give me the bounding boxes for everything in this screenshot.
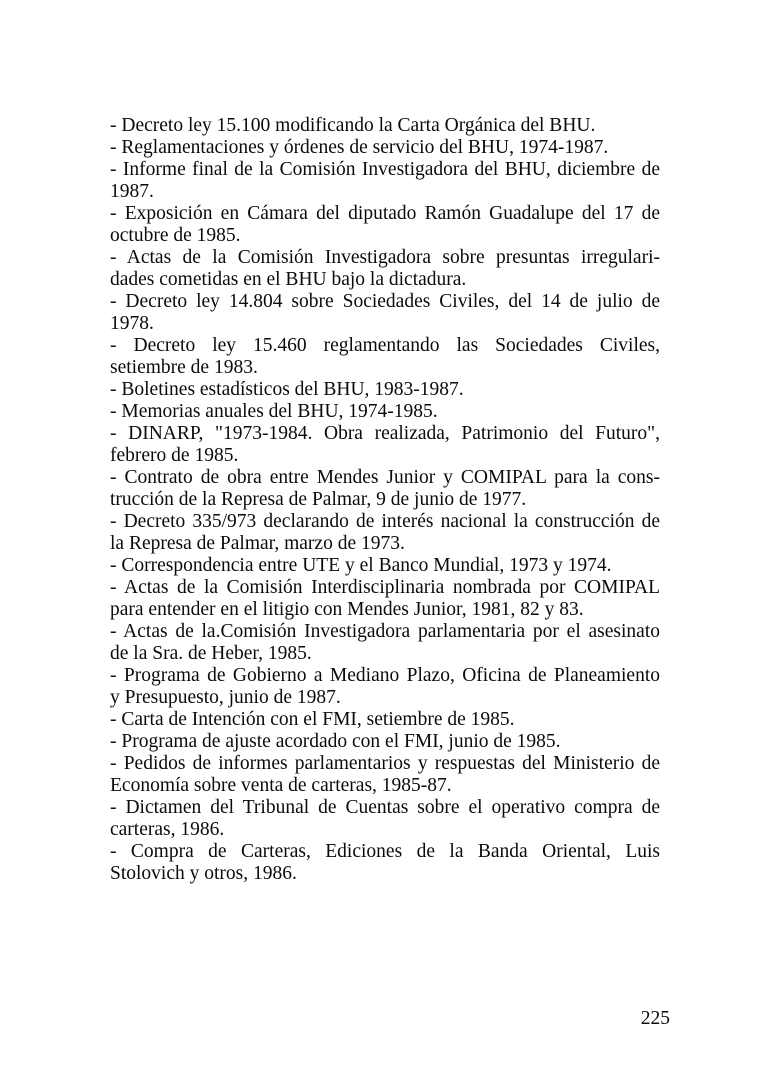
bibliography-entry <box>110 159 660 203</box>
entry-line: - Reglamentaciones y órdenes de servicio del BHU, 1974-1987. <box>110 137 609 158</box>
bibliography-entry <box>110 841 660 885</box>
bibliography-entry <box>110 401 660 423</box>
bibliography-entry <box>110 423 660 467</box>
bibliography-entry <box>110 511 660 555</box>
bibliography-entry <box>110 379 660 401</box>
entry-line: trucción de la Represa de Palmar, 9 de junio de 1977. <box>110 489 527 510</box>
entry-line: - Informe final de la Comisión Investigadora del BHU, diciembre de <box>110 159 660 180</box>
entry-line: - Actas de la Comisión Investigadora sobre presuntas irregulari- <box>110 247 660 268</box>
bibliography-list <box>110 115 660 885</box>
entry-line: - Actas de la.Comisión Investigadora parlamentaria por el asesinato <box>110 621 660 642</box>
entry-line: - Correspondencia entre UTE y el Banco Mundial, 1973 y 1974. <box>110 555 612 576</box>
bibliography-entry <box>110 797 660 841</box>
bibliography-entry <box>110 709 660 731</box>
page-number: 225 <box>640 1008 670 1029</box>
entry-line: - Decreto ley 15.100 modificando la Carta Orgánica del BHU. <box>110 115 596 136</box>
bibliography-entry <box>110 247 660 291</box>
entry-line: - Memorias anuales del BHU, 1974-1985. <box>110 401 438 422</box>
bibliography-entry <box>110 115 660 137</box>
entry-line: de la Sra. de Heber, 1985. <box>110 643 312 664</box>
entry-line: Economía sobre venta de carteras, 1985-87. <box>110 775 452 796</box>
entry-line: - Programa de ajuste acordado con el FMI, junio de 1985. <box>110 731 561 752</box>
bibliography-entry <box>110 665 660 709</box>
bibliography-entry <box>110 137 660 159</box>
entry-line: - DINARP, "1973-1984. Obra realizada, Patrimonio del Futuro", <box>110 423 660 444</box>
entry-line: octubre de 1985. <box>110 225 241 246</box>
entry-line: 1978. <box>110 313 154 334</box>
entry-line: - Exposición en Cámara del diputado Ramón Guadalupe del 17 de <box>110 203 660 224</box>
entry-line: febrero de 1985. <box>110 445 239 466</box>
entry-line: - Boletines estadísticos del BHU, 1983-1987. <box>110 379 464 400</box>
entry-line: carteras, 1986. <box>110 819 225 840</box>
entry-line: la Represa de Palmar, marzo de 1973. <box>110 533 405 554</box>
bibliography-entry <box>110 577 660 621</box>
bibliography-entry <box>110 753 660 797</box>
bibliography-entry <box>110 621 660 665</box>
entry-line: - Decreto ley 14.804 sobre Sociedades Civiles, del 14 de julio de <box>110 291 660 312</box>
entry-line: - Decreto 335/973 declarando de interés nacional la construcción de <box>110 511 660 532</box>
entry-line: - Decreto ley 15.460 reglamentando las Sociedades Civiles, <box>110 335 660 356</box>
bibliography-entry <box>110 203 660 247</box>
entry-line: - Pedidos de informes parlamentarios y respuestas del Ministerio de <box>110 753 660 774</box>
entry-line: - Compra de Carteras, Ediciones de la Banda Oriental, Luis <box>110 841 660 862</box>
entry-line: - Actas de la Comisión Interdisciplinaria nombrada por COMIPAL <box>110 577 660 598</box>
bibliography-entry <box>110 731 660 753</box>
entry-line: - Contrato de obra entre Mendes Junior y COMIPAL para la cons- <box>110 467 660 488</box>
entry-line: - Carta de Intención con el FMI, setiembre de 1985. <box>110 709 515 730</box>
entry-line: dades cometidas en el BHU bajo la dictadura. <box>110 269 467 290</box>
bibliography-entry <box>110 335 660 379</box>
bibliography-entry <box>110 555 660 577</box>
entry-line: - Programa de Gobierno a Mediano Plazo, Oficina de Planeamiento <box>110 665 660 686</box>
entry-line: 1987. <box>110 181 154 202</box>
bibliography-entry <box>110 291 660 335</box>
entry-line: setiembre de 1983. <box>110 357 258 378</box>
entry-line: - Dictamen del Tribunal de Cuentas sobre el operativo compra de <box>110 797 660 818</box>
bibliography-entry <box>110 467 660 511</box>
entry-line: Stolovich y otros, 1986. <box>110 863 297 884</box>
entry-line: y Presupuesto, junio de 1987. <box>110 687 341 708</box>
entry-line: para entender en el litigio con Mendes Junior, 1981, 82 y 83. <box>110 599 584 620</box>
